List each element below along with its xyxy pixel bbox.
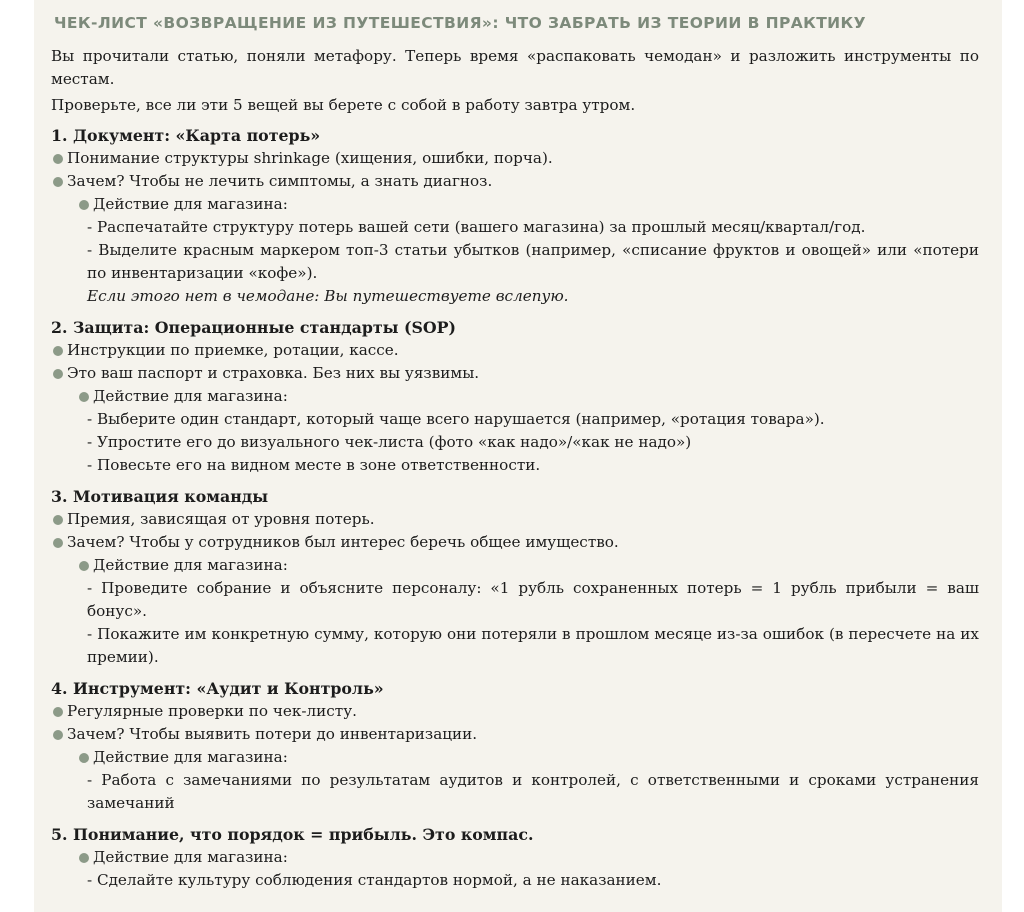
bullet-dot-icon bbox=[53, 538, 63, 548]
action-step: - Покажите им конкретную сумму, которую они потеряли в прошлом месяце из-за ошибок (в пересчете на их премии). bbox=[87, 625, 979, 666]
action-heading bbox=[51, 846, 979, 869]
action-heading bbox=[51, 385, 979, 408]
bullet-dot-icon bbox=[79, 561, 89, 571]
bullet-dot-icon bbox=[79, 753, 89, 763]
action-step: - Распечатайте структуру потерь вашей сети (вашего магазина) за прошлый месяц/квартал/год. bbox=[87, 218, 866, 236]
action-step: - Упростите его до визуального чек-листа (фото «как надо»/«как не надо») bbox=[87, 433, 692, 451]
action-step: - Сделайте культуру соблюдения стандартов нормой, а не наказанием. bbox=[87, 871, 662, 889]
action-label: Действие для магазина: bbox=[93, 748, 288, 766]
checklist-section-4 bbox=[51, 677, 979, 815]
bullet-text: Зачем? Чтобы выявить потери до инвентаризации. bbox=[67, 725, 478, 743]
bullet-item bbox=[51, 531, 979, 554]
section-title: 5. Понимание, что порядок = прибыль. Это компас. bbox=[51, 825, 534, 844]
bullet-dot-icon bbox=[53, 730, 63, 740]
bullet-item bbox=[51, 700, 979, 723]
section-title: 4. Инструмент: «Аудит и Контроль» bbox=[51, 679, 384, 698]
bullet-item bbox=[51, 723, 979, 746]
action-step: - Выделите красным маркером топ-3 статьи убытков (например, «списание фруктов и овощей» или «потери по инвентаризации «кофе»). bbox=[87, 241, 979, 282]
checklist-content bbox=[51, 45, 979, 892]
section-title: 3. Мотивация команды bbox=[51, 487, 269, 506]
bullet-item bbox=[51, 508, 979, 531]
bullet-item bbox=[51, 170, 979, 193]
action-heading bbox=[51, 193, 979, 216]
bullet-text: Премия, зависящая от уровня потерь. bbox=[67, 510, 375, 528]
checklist-section-5 bbox=[51, 823, 979, 892]
page-title: ЧЕК-ЛИСТ «ВОЗВРАЩЕНИЕ ИЗ ПУТЕШЕСТВИЯ»: ЧТО ЗАБРАТЬ ИЗ ТЕОРИИ В ПРАКТИКУ bbox=[54, 14, 866, 32]
bullet-item bbox=[51, 339, 979, 362]
bullet-dot-icon bbox=[53, 177, 63, 187]
checklist-section-2 bbox=[51, 316, 979, 477]
bullet-dot-icon bbox=[53, 346, 63, 356]
section-title: 1. Документ: «Карта потерь» bbox=[51, 126, 321, 145]
action-label: Действие для магазина: bbox=[93, 556, 288, 574]
bullet-text: Зачем? Чтобы не лечить симптомы, а знать диагноз. bbox=[67, 172, 493, 190]
bullet-dot-icon bbox=[53, 369, 63, 379]
bullet-text: Понимание структуры shrinkage (хищения, ошибки, порча). bbox=[67, 149, 553, 167]
action-label: Действие для магазина: bbox=[93, 195, 288, 213]
section-note: Если этого нет в чемодане: Вы путешествуете вслепую. bbox=[87, 287, 569, 305]
bullet-dot-icon bbox=[79, 392, 89, 402]
intro-paragraph: Вы прочитали статью, поняли метафору. Теперь время «распаковать чемодан» и разложить инструменты по местам. bbox=[51, 47, 979, 88]
bullet-text: Регулярные проверки по чек-листу. bbox=[67, 702, 357, 720]
action-heading bbox=[51, 746, 979, 769]
checklist-page bbox=[34, 0, 1002, 912]
action-label: Действие для магазина: bbox=[93, 387, 288, 405]
action-step: - Выберите один стандарт, который чаще всего нарушается (например, «ротация товара»). bbox=[87, 410, 825, 428]
action-heading bbox=[51, 554, 979, 577]
bullet-dot-icon bbox=[79, 853, 89, 863]
bullet-dot-icon bbox=[79, 200, 89, 210]
bullet-text: Инструкции по приемке, ротации, кассе. bbox=[67, 341, 399, 359]
bullet-text: Зачем? Чтобы у сотрудников был интерес беречь общее имущество. bbox=[67, 533, 619, 551]
bullet-item bbox=[51, 362, 979, 385]
action-step: - Повесьте его на видном месте в зоне ответственности. bbox=[87, 456, 541, 474]
bullet-dot-icon bbox=[53, 515, 63, 525]
checklist-section-3 bbox=[51, 485, 979, 669]
bullet-dot-icon bbox=[53, 707, 63, 717]
bullet-dot-icon bbox=[53, 154, 63, 164]
bullet-text: Это ваш паспорт и страховка. Без них вы уязвимы. bbox=[67, 364, 480, 382]
bullet-item bbox=[51, 147, 979, 170]
action-step: - Проведите собрание и объясните персоналу: «1 рубль сохраненных потерь = 1 рубль прибыли = ваш бонус». bbox=[87, 579, 979, 620]
section-title: 2. Защита: Операционные стандарты (SOP) bbox=[51, 318, 457, 337]
checklist-section-1 bbox=[51, 124, 979, 308]
intro-paragraph: Проверьте, все ли эти 5 вещей вы берете с собой в работу завтра утром. bbox=[51, 96, 636, 114]
action-label: Действие для магазина: bbox=[93, 848, 288, 866]
action-step: - Работа с замечаниями по результатам аудитов и контролей, с ответственными и сроками устранения замечаний bbox=[87, 771, 979, 812]
